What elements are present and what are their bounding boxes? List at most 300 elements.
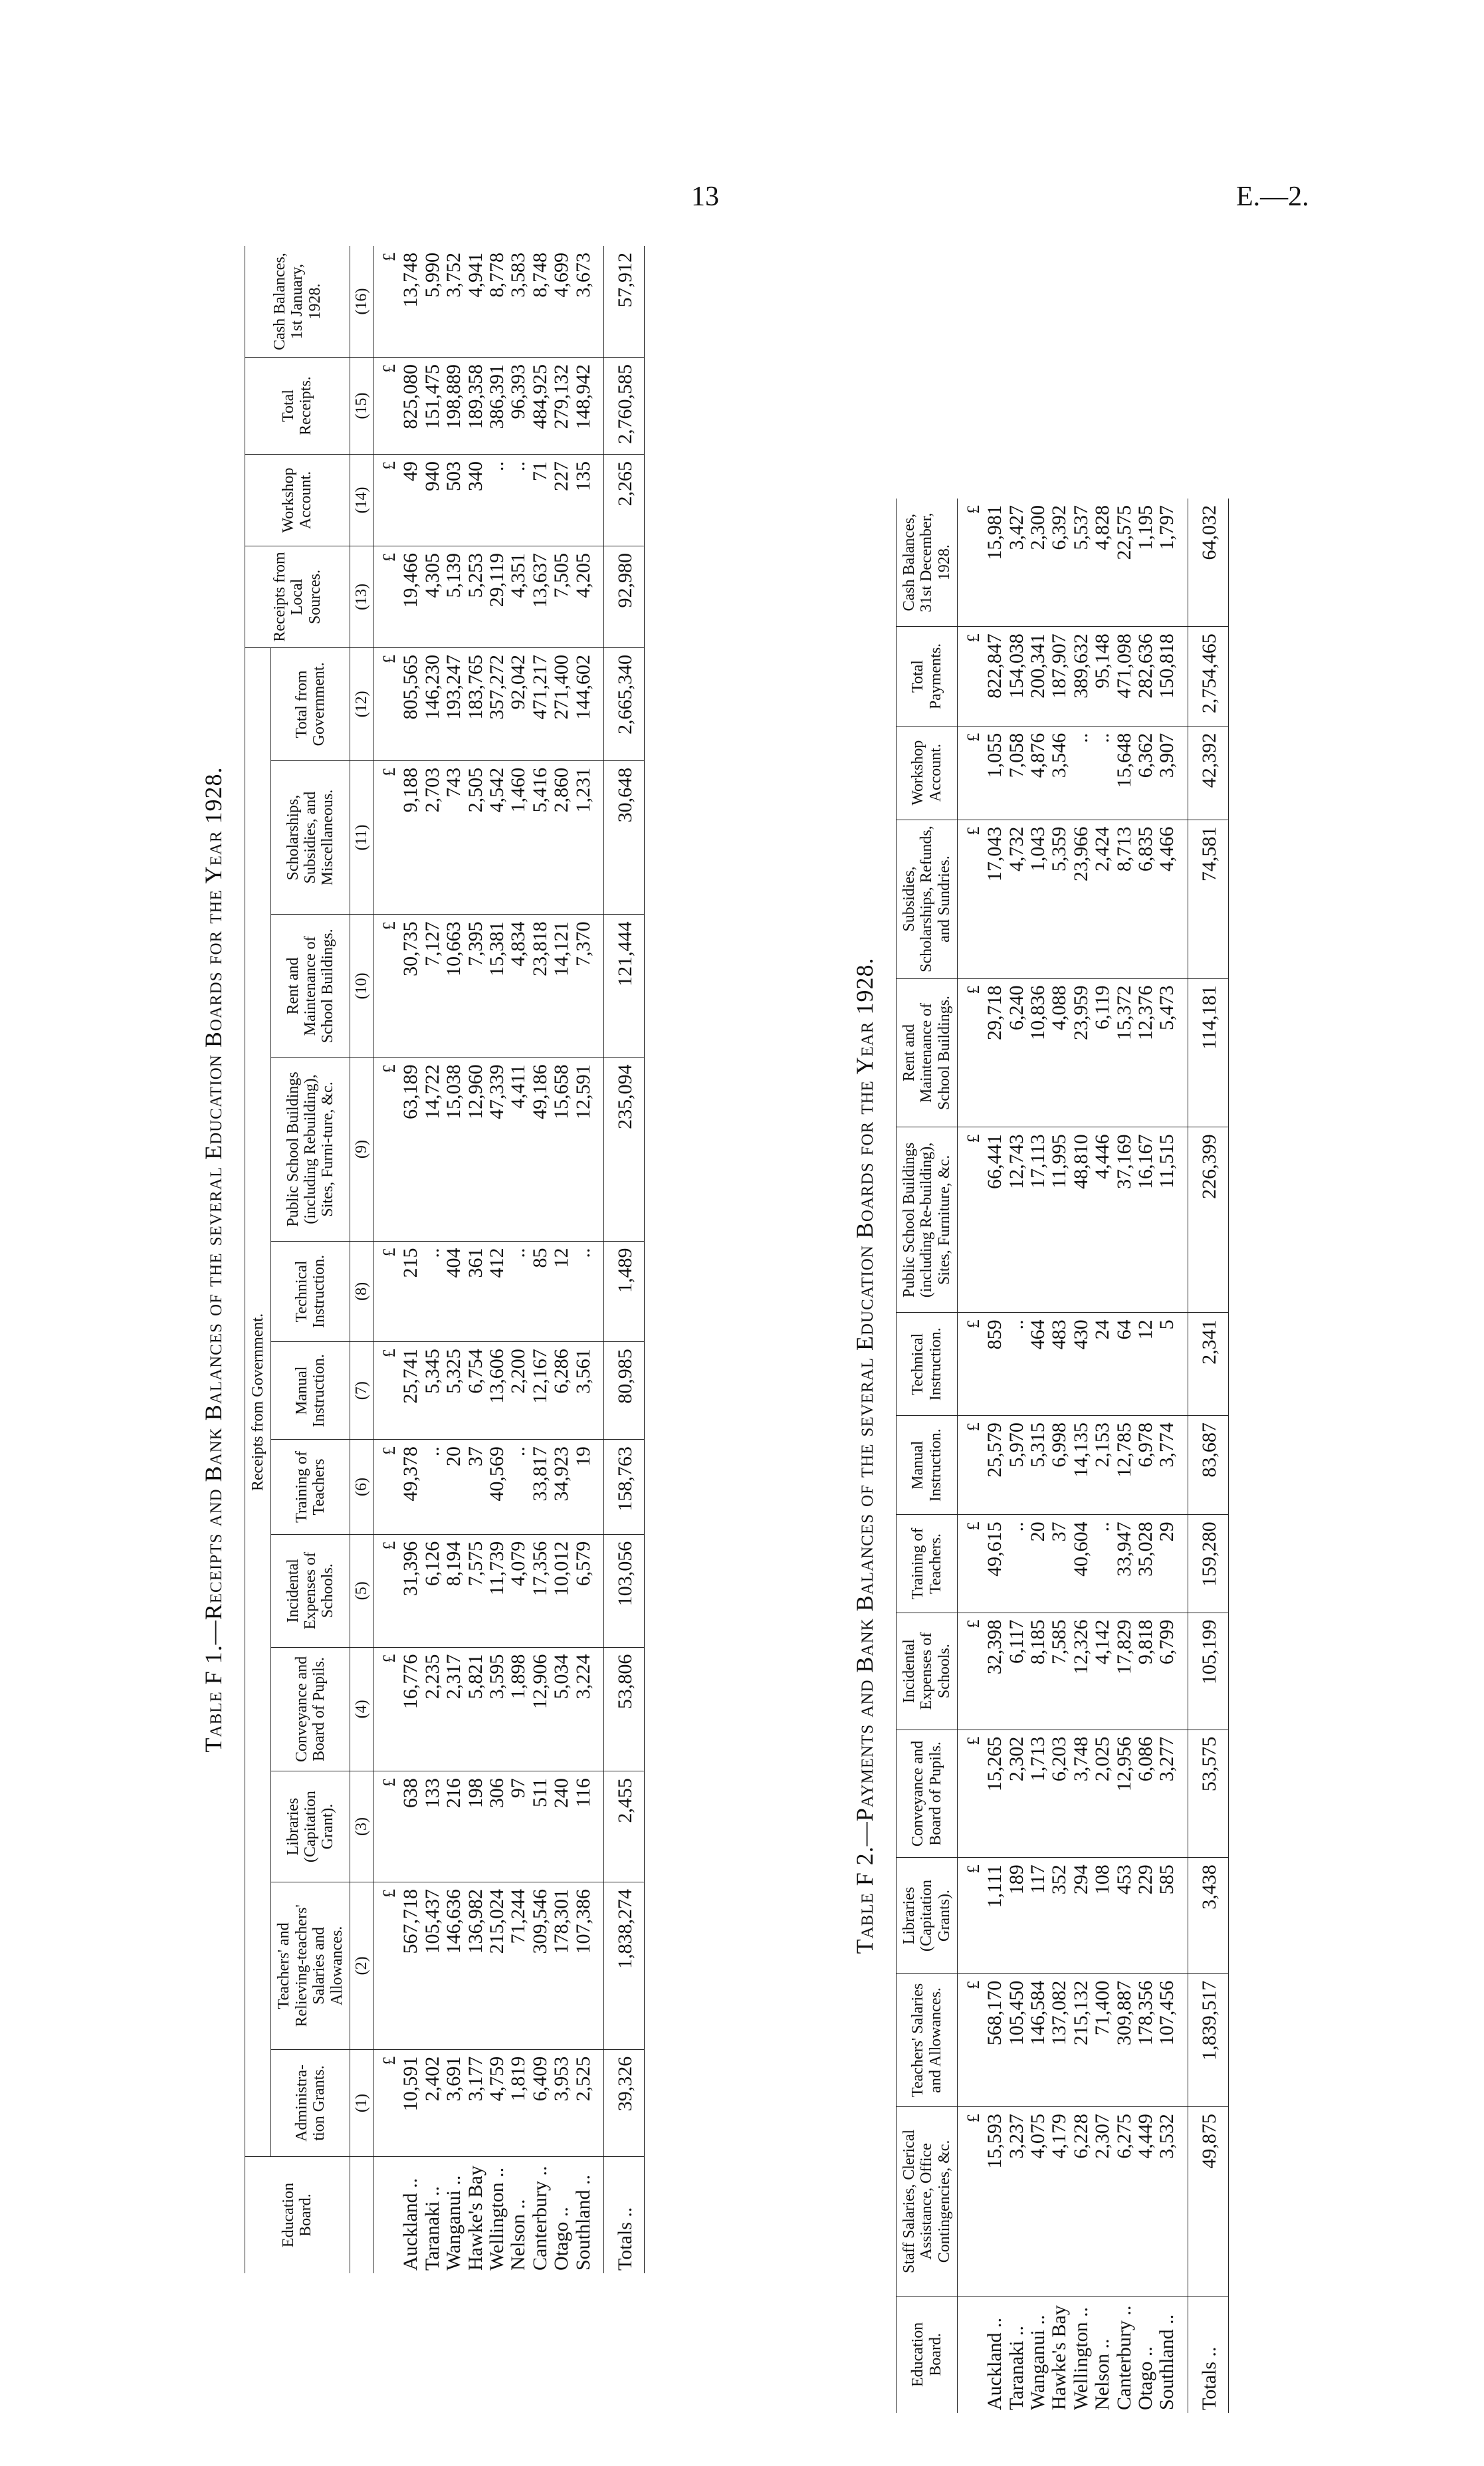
table-f1-cell: 10,663 — [443, 915, 465, 1058]
table-f1-total-cell: 80,985 — [603, 1342, 644, 1440]
table-f2-cell: 4,876 — [1027, 726, 1049, 820]
table-f1-cell: 240 — [551, 1771, 572, 1882]
table-f2-cell: 2,307 — [1092, 2107, 1113, 2297]
table-f2-cell: 178,356 — [1135, 1973, 1156, 2106]
table-f2-cell: 189 — [1006, 1858, 1027, 1973]
table-f2-header-col-9: Public School Buildings (including Re-building), Sites, Furniture, &c. — [897, 1127, 958, 1313]
table-f1-cell: 567,718 — [400, 1882, 421, 2049]
table-f2-cell: 8,713 — [1114, 820, 1135, 978]
table-f2-block — [851, 499, 1229, 2413]
table-f2-cell: 12 — [1135, 1313, 1156, 1416]
table-f1-cell: 638 — [400, 1771, 421, 1882]
table-f2-row — [1027, 499, 1049, 2413]
table-f1-block — [199, 246, 645, 2273]
table-f1-cell: 10,591 — [400, 2049, 421, 2156]
table-f1-board-name: Southland .. — [572, 2174, 594, 2271]
report-code: E.—2. — [1236, 181, 1309, 212]
table-f1-cell: 743 — [443, 760, 465, 915]
table-f2-board-name: Hawke's Bay — [1048, 2305, 1071, 2410]
table-f2-cell: 5 — [1156, 1313, 1178, 1416]
table-f2-cell: 6,998 — [1049, 1416, 1070, 1515]
table-f1-cell: 3,561 — [573, 1342, 594, 1440]
table-f1-cell: 215 — [400, 1241, 421, 1342]
table-f2-cell: 1,713 — [1027, 1730, 1049, 1858]
table-f1-cell: 3,691 — [443, 2049, 465, 2156]
table-f1-cell: 146,636 — [443, 1882, 465, 2049]
table-f1-header-local: Receipts from Local Sources. — [245, 546, 350, 648]
table-f2-cell: 17,829 — [1114, 1613, 1135, 1730]
table-f1-spacer-cell — [594, 1058, 604, 1241]
table-f1-cell: 8,194 — [443, 1534, 465, 1647]
table-f1-board-name: Nelson .. — [507, 2199, 530, 2271]
table-f2-cell: 20 — [1027, 1515, 1049, 1613]
table-f2-total-cell: 49,875 — [1188, 2107, 1228, 2297]
table-f2-spacer-cell — [1178, 820, 1188, 978]
table-f2-cell: 822,847 — [984, 627, 1006, 726]
table-f2-cell: 5,315 — [1027, 1416, 1049, 1515]
table-f1-cell: 4,759 — [486, 2049, 508, 2156]
table-f1-cell: 5,325 — [443, 1342, 465, 1440]
table-f1-cell: 805,565 — [400, 647, 421, 760]
table-f2-cell: 1,055 — [984, 726, 1006, 820]
table-f1-cell: 47,339 — [486, 1058, 508, 1241]
table-f1-cell: 133 — [422, 1771, 443, 1882]
table-f1-currency-symbol: £ — [373, 1647, 401, 1771]
table-f1-header-board: Education Board. — [245, 2157, 350, 2273]
table-f1-board-name: Canterbury .. — [528, 2166, 551, 2271]
table-f1-cell: .. — [508, 1241, 529, 1342]
table-f2-cell: 9,818 — [1135, 1613, 1156, 1730]
table-f1-currency-symbol: £ — [373, 358, 401, 455]
table-f1-board-name: Auckland .. — [399, 2178, 422, 2271]
table-f2-cell: 6,119 — [1092, 978, 1113, 1127]
table-f1-cell: 5,034 — [551, 1647, 572, 1771]
table-f1-cell: 5,416 — [530, 760, 551, 915]
table-f2-cell: 859 — [984, 1313, 1006, 1416]
table-f1-total-cell: 1,489 — [603, 1241, 644, 1342]
table-f2-cell: 8,185 — [1027, 1613, 1049, 1730]
table-f2-cell: 71,400 — [1092, 1973, 1113, 2106]
table-f2-board-name: Wellington .. — [1069, 2306, 1092, 2410]
table-f2-row — [1049, 499, 1070, 2413]
table-f1-cell: 5,139 — [443, 546, 465, 648]
table-f1-totals-row — [603, 246, 644, 2273]
table-f1-colnum: (5) — [350, 1534, 373, 1647]
table-f1-cell: 9,188 — [400, 760, 421, 915]
table-f2-cell: 430 — [1071, 1313, 1092, 1416]
table-f1-cell: .. — [422, 1440, 443, 1535]
table-f1-cell: 2,860 — [551, 760, 572, 915]
table-f1-cell: 6,126 — [422, 1534, 443, 1647]
table-f2-cell: 37 — [1049, 1515, 1070, 1613]
table-f1-spacer-cell — [594, 2157, 604, 2273]
table-f2-cell: 187,907 — [1049, 627, 1070, 726]
table-f2-cell: 12,376 — [1135, 978, 1156, 1127]
table-f1-totals-label: Totals .. — [603, 2157, 644, 2273]
table-f2-total-cell: 64,032 — [1188, 499, 1228, 627]
table-f1-row — [551, 246, 572, 2273]
table-f1-cell: 3,673 — [573, 246, 594, 358]
table-f1-colnum: (4) — [350, 1647, 373, 1771]
table-f2-cell: 2,302 — [1006, 1730, 1027, 1858]
table-f1-cell: 3,953 — [551, 2049, 572, 2156]
table-f2-cell: 2,424 — [1092, 820, 1113, 978]
table-f1-currency-symbol: £ — [373, 1440, 401, 1535]
table-f1-cell: 105,437 — [422, 1882, 443, 2049]
table-f1-cell: 34,923 — [551, 1440, 572, 1535]
table-f2-total-cell: 53,575 — [1188, 1730, 1228, 1858]
table-f1-total-cell: 2,665,340 — [603, 647, 644, 760]
table-f1-total-cell: 235,094 — [603, 1058, 644, 1241]
table-f2-cell: 12,326 — [1071, 1613, 1092, 1730]
table-f2-cell: 2,153 — [1092, 1416, 1113, 1515]
table-f2-total-cell: 114,181 — [1188, 978, 1228, 1127]
table-f1-total-cell: 103,056 — [603, 1534, 644, 1647]
table-f1-cell: 96,393 — [508, 358, 529, 455]
table-f1-cell: 3,583 — [508, 246, 529, 358]
table-f2-cell: 137,082 — [1049, 1973, 1070, 2106]
table-f1-cell: 144,602 — [573, 647, 594, 760]
table-f2-total-cell: 83,687 — [1188, 1416, 1228, 1515]
table-f2-cell: 229 — [1135, 1858, 1156, 1973]
table-f2-board-name: Auckland .. — [984, 2317, 1006, 2410]
table-f1-header-col-12: Total from Government. — [271, 647, 350, 760]
table-f1-cell: 412 — [486, 1241, 508, 1342]
table-f2-spacer-cell — [1178, 2296, 1188, 2413]
table-f1-total-cell: 158,763 — [603, 1440, 644, 1535]
table-f1-currency-symbol: £ — [373, 760, 401, 915]
table-f1-header-col-6: Training of Teachers — [271, 1440, 350, 1535]
table-f1-row — [422, 246, 443, 2273]
table-f1-spacer-cell — [594, 1534, 604, 1647]
table-f1-cell: 361 — [465, 1241, 486, 1342]
table-f2-total-cell: 159,280 — [1188, 1515, 1228, 1613]
table-f1-header-col-4: Conveyance and Board of Pupils. — [271, 1647, 350, 1771]
table-f1-row — [400, 246, 421, 2273]
table-f2-total-cell: 3,438 — [1188, 1858, 1228, 1973]
table-f1-cell: 146,230 — [422, 647, 443, 760]
table-f2-spacer-cell — [1178, 1515, 1188, 1613]
table-f1-header-col-7: Manual Instruction. — [271, 1342, 350, 1440]
table-f1-cell: 1,460 — [508, 760, 529, 915]
table-f1-cell: 198 — [465, 1771, 486, 1882]
table-f2-cell: 5,359 — [1049, 820, 1070, 978]
table-f1-total-cell: 30,648 — [603, 760, 644, 915]
table-f2-totals-row — [1188, 499, 1228, 2413]
table-f1-currency-symbol: £ — [373, 454, 401, 546]
table-f1-colnum: (7) — [350, 1342, 373, 1440]
table-f1-cell: 13,606 — [486, 1342, 508, 1440]
table-f2-cell: 12,956 — [1114, 1730, 1135, 1858]
table-f2-cell: .. — [1006, 1313, 1027, 1416]
table-f2-cell: 5,473 — [1156, 978, 1178, 1127]
table-f1-currency-symbol: £ — [373, 1241, 401, 1342]
table-f1-colnum: (1) — [350, 2049, 373, 2156]
table-f2-cell: 107,456 — [1156, 1973, 1178, 2106]
table-f2-spacer-cell — [1178, 1127, 1188, 1313]
table-f1-cell: 148,942 — [573, 358, 594, 455]
table-f2-spacer-cell — [1178, 627, 1188, 726]
table-f1-cell: .. — [422, 1241, 443, 1342]
table-f1-cell: 5,990 — [422, 246, 443, 358]
table-f2-cell: 12,785 — [1114, 1416, 1135, 1515]
table-f1-cell: 29,119 — [486, 546, 508, 648]
table-f2-cell: 66,441 — [984, 1127, 1006, 1313]
table-f1-cell: 19 — [573, 1440, 594, 1535]
table-f1-header-col-1: Administra-tion Grants. — [271, 2049, 350, 2156]
table-f2-currency-symbol: £ — [958, 1973, 985, 2106]
table-f2-cell: 6,086 — [1135, 1730, 1156, 1858]
table-f2-spacer-cell — [1178, 1613, 1188, 1730]
table-f1-cell: 271,400 — [551, 647, 572, 760]
table-f1-cell: 13,748 — [400, 246, 421, 358]
table-f1-colnum: (16) — [350, 246, 373, 358]
table-f2-header-col-5: Incidental Expenses of Schools. — [897, 1613, 958, 1730]
table-f2-cell: 4,732 — [1006, 820, 1027, 978]
table-f1-spacer-cell — [594, 246, 604, 358]
table-f2-cell: .. — [1092, 726, 1113, 820]
table-f1-row — [508, 246, 529, 2273]
table-f2-header-col-0: Education Board. — [897, 2296, 958, 2413]
table-f2-board-name: Otago .. — [1134, 2346, 1156, 2410]
table-f1-row — [443, 246, 465, 2273]
table-f2-cell: 309,887 — [1114, 1973, 1135, 2106]
table-f1-colnum: (10) — [350, 915, 373, 1058]
table-f1-spacer-cell — [594, 454, 604, 546]
table-f2-row — [984, 499, 1006, 2413]
table-f1-cell: 2,317 — [443, 1647, 465, 1771]
table-f1-cell: .. — [508, 1440, 529, 1535]
table-f2-header-col-13: Total Payments. — [897, 627, 958, 726]
table-f1-cell: 71 — [530, 454, 551, 546]
table-f2-spacer-cell — [1178, 726, 1188, 820]
table-f2-cell: 4,449 — [1135, 2107, 1156, 2297]
table-f1-cell: 14,722 — [422, 1058, 443, 1241]
table-f2-spacer-cell — [1178, 1973, 1188, 2106]
table-f2-header-col-6: Training of Teachers. — [897, 1515, 958, 1613]
table-f1-colnum: (9) — [350, 1058, 373, 1241]
table-f1-spacer-cell — [594, 546, 604, 648]
table-f1-spacer — [594, 246, 604, 2273]
table-f2-cell: 4,466 — [1156, 820, 1178, 978]
table-f1-cell: 511 — [530, 1771, 551, 1882]
table-f2-cell: 5,970 — [1006, 1416, 1027, 1515]
table-f2-header-col-12: Workshop Account. — [897, 726, 958, 820]
table-f1-header-col-5: Incidental Expenses of Schools. — [271, 1534, 350, 1647]
table-f1-colnum: (3) — [350, 1771, 373, 1882]
table-f2-cell: 15,981 — [984, 499, 1006, 627]
table-f1-currency-symbol: £ — [373, 2049, 401, 2156]
table-f2-cell: 3,907 — [1156, 726, 1178, 820]
table-f1-currency-symbol: £ — [373, 1534, 401, 1647]
table-f2-cell: 352 — [1049, 1858, 1070, 1973]
table-f2-cell: 282,636 — [1135, 627, 1156, 726]
table-f1-cell: 85 — [530, 1241, 551, 1342]
table-f1-cell: 7,127 — [422, 915, 443, 1058]
table-f2-cell: 7,585 — [1049, 1613, 1070, 1730]
table-f2-cell: 64 — [1114, 1313, 1135, 1416]
table-f1-group-header: Receipts from Government. — [245, 647, 271, 2156]
table-f2-cell: 154,038 — [1006, 627, 1027, 726]
table-f1-colnum: (6) — [350, 1440, 373, 1535]
table-f2-cell: 40,604 — [1071, 1515, 1092, 1613]
table-f1-spacer-cell — [594, 1241, 604, 1342]
table-f1-cell: 503 — [443, 454, 465, 546]
table-f2-cell: 4,446 — [1092, 1127, 1113, 1313]
table-f2-cell: 3,532 — [1156, 2107, 1178, 2297]
table-f1-spacer-cell — [594, 1440, 604, 1535]
table-f2-cell: 200,341 — [1027, 627, 1049, 726]
table-f1-cell: 37 — [465, 1440, 486, 1535]
table-f1-cell: 193,247 — [443, 647, 465, 760]
table-f1-cell: 189,358 — [465, 358, 486, 455]
table-f2-header-col-11: Subsidies, Scholarships, Refunds, and Sundries. — [897, 820, 958, 978]
table-f2-total-cell: 1,839,517 — [1188, 1973, 1228, 2106]
table-f1-cell: 4,351 — [508, 546, 529, 648]
table-f2-cell: 1,195 — [1135, 499, 1156, 627]
table-f1-cell: 5,253 — [465, 546, 486, 648]
table-f2-cell: 49,615 — [984, 1515, 1006, 1613]
table-f1-currency-symbol: £ — [373, 915, 401, 1058]
table-f2-currency-symbol: £ — [958, 726, 985, 820]
table-f2-header-col-2: Teachers' Salaries and Allowances. — [897, 1973, 958, 2106]
table-f2-cell: 1,043 — [1027, 820, 1049, 978]
table-f1-cell: 2,235 — [422, 1647, 443, 1771]
table-f1-cell: 4,411 — [508, 1058, 529, 1241]
table-f2-spacer-cell — [1178, 1730, 1188, 1858]
table-f1-spacer-cell — [594, 1882, 604, 2049]
table-f1-cell: 306 — [486, 1771, 508, 1882]
table-f2-cell: 14,135 — [1071, 1416, 1092, 1515]
table-f2-cell: 15,648 — [1114, 726, 1135, 820]
table-f1-header-total: Total Receipts. — [245, 358, 350, 455]
table-f1-title: Table F 1.—Receipts and Bank Balances of the several Education Boards for the Year 1928. — [200, 766, 227, 1753]
table-f2-cell: 4,142 — [1092, 1613, 1113, 1730]
table-f2-total-cell: 226,399 — [1188, 1127, 1228, 1313]
table-f1-cell: 6,409 — [530, 2049, 551, 2156]
table-f2-currency-symbol: £ — [958, 1515, 985, 1613]
table-f2-cell: 1,797 — [1156, 499, 1178, 627]
table-f2-currency-symbol: £ — [958, 1416, 985, 1515]
table-f2-cell: 16,167 — [1135, 1127, 1156, 1313]
table-f2-cell: 6,203 — [1049, 1730, 1070, 1858]
table-f1-header-col-11: Scholarships, Subsidies, and Miscellaneous. — [271, 760, 350, 915]
table-f1-cell: 3,224 — [573, 1647, 594, 1771]
table-f2-currency-symbol: £ — [958, 820, 985, 978]
table-f1-cell: 151,475 — [422, 358, 443, 455]
table-f2-cell: 3,237 — [1006, 2107, 1027, 2297]
table-f2-currency-symbol: £ — [958, 1613, 985, 1730]
table-f2-cell: 4,828 — [1092, 499, 1113, 627]
page-number: 13 — [691, 181, 719, 212]
table-f2-total-cell: 105,199 — [1188, 1613, 1228, 1730]
table-f2-board-name: Nelson .. — [1091, 2338, 1114, 2410]
table-f2-cell: 10,836 — [1027, 978, 1049, 1127]
table-f1-cell: 116 — [573, 1771, 594, 1882]
table-f2-currency-symbol: £ — [958, 1858, 985, 1973]
table-f2-cell: 4,075 — [1027, 2107, 1049, 2297]
table-f1-cell: 4,079 — [508, 1534, 529, 1647]
table-f1-cell: 30,735 — [400, 915, 421, 1058]
table-f1-colnum: (12) — [350, 647, 373, 760]
table-f1-header-col-10: Rent and Maintenance of School Buildings. — [271, 915, 350, 1058]
table-f1-cell: 4,834 — [508, 915, 529, 1058]
table-f2-cell: 6,240 — [1006, 978, 1027, 1127]
table-f1-cell: 215,024 — [486, 1882, 508, 2049]
table-f1-cell: 340 — [465, 454, 486, 546]
table-f2-spacer-cell — [1178, 499, 1188, 627]
table-f2-cell: 23,966 — [1071, 820, 1092, 978]
table-f1-row — [486, 246, 508, 2273]
table-f2-cell: .. — [1092, 1515, 1113, 1613]
table-f1-colnum: (11) — [350, 760, 373, 915]
table-f2-cell: 6,978 — [1135, 1416, 1156, 1515]
table-f2-cell: 117 — [1027, 1858, 1049, 1973]
table-f1-cell: 31,396 — [400, 1534, 421, 1647]
table-f2-cell: .. — [1006, 1515, 1027, 1613]
table-f1-colnum: (2) — [350, 1882, 373, 2049]
table-f1-cell: .. — [508, 454, 529, 546]
table-f1-colnum: (15) — [350, 358, 373, 455]
table-f1-cell: 2,505 — [465, 760, 486, 915]
table-f2-cell: 95,148 — [1092, 627, 1113, 726]
table-f1-cell: 7,505 — [551, 546, 572, 648]
table-f1-board-name: Otago .. — [550, 2207, 573, 2271]
table-f2-board-name: Canterbury .. — [1113, 2305, 1135, 2410]
table-f1-row — [465, 246, 486, 2273]
table-f2-total-cell: 74,581 — [1188, 820, 1228, 978]
table-f1-cell: 386,391 — [486, 358, 508, 455]
table-f2-cell: 585 — [1156, 1858, 1178, 1973]
table-f2-board-name: Southland .. — [1156, 2314, 1178, 2410]
table-f2-cell: 6,392 — [1049, 499, 1070, 627]
table-f1-cell: 15,658 — [551, 1058, 572, 1241]
table-f2-cell: 17,043 — [984, 820, 1006, 978]
table-f2-cell: 6,362 — [1135, 726, 1156, 820]
table-f1-cell: 5,345 — [422, 1342, 443, 1440]
table-f1-spacer-cell — [594, 1771, 604, 1882]
table-f2-header-col-3: Libraries (Capitation Grants). — [897, 1858, 958, 1973]
table-f1-colnum: (8) — [350, 1241, 373, 1342]
table-f1-cell: 825,080 — [400, 358, 421, 455]
table-f1-cell: 12,960 — [465, 1058, 486, 1241]
table-f2-cell: 11,515 — [1156, 1127, 1178, 1313]
table-f1-cell: 7,575 — [465, 1534, 486, 1647]
table-f2-row — [1114, 499, 1135, 2413]
table-f1-cell: 15,381 — [486, 915, 508, 1058]
table-f1-total-cell: 121,444 — [603, 915, 644, 1058]
table-f2-header-col-7: Manual Instruction. — [897, 1416, 958, 1515]
table-f2-cell: 17,113 — [1027, 1127, 1049, 1313]
table-f1-cell: 471,217 — [530, 647, 551, 760]
table-f1-cell: 25,741 — [400, 1342, 421, 1440]
table-f2-cell: 12,743 — [1006, 1127, 1027, 1313]
table-f2-cell: 33,947 — [1114, 1515, 1135, 1613]
table-f2-currency-symbol: £ — [958, 1313, 985, 1416]
table-f1-cell: 8,778 — [486, 246, 508, 358]
table-f2-row — [1006, 499, 1027, 2413]
table-f1-cell: 940 — [422, 454, 443, 546]
table-f2-currency-symbol: £ — [958, 2107, 985, 2297]
table-f1-header-col-3: Libraries (Capitation Grant). — [271, 1771, 350, 1882]
table-f1-cell: 19,466 — [400, 546, 421, 648]
table-f2-total-cell: 2,754,465 — [1188, 627, 1228, 726]
table-f2-cell: 389,632 — [1071, 627, 1092, 726]
table-f2-header-col-8: Technical Instruction. — [897, 1313, 958, 1416]
table-f2-cell: 6,228 — [1071, 2107, 1092, 2297]
table-f1-cell: 183,765 — [465, 647, 486, 760]
table-f1-cell: 12,591 — [573, 1058, 594, 1241]
